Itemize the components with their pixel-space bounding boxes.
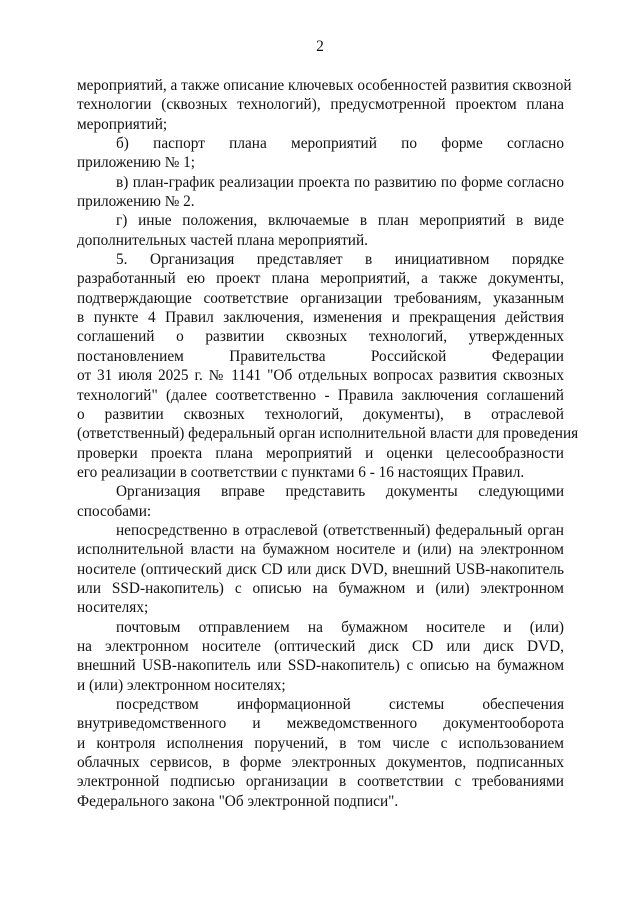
text-line: в) план-график реализации проекта по развитию по форме согласно	[116, 173, 564, 191]
text-line: и контроля исполнения поручений, в том числе с использованием	[77, 734, 564, 752]
text-line: от 31 июля 2025 г. № 1141 "Об отдельных вопросах развития сквозных	[77, 367, 564, 385]
text-line: 5. Организация представляет в инициативном порядке	[116, 251, 564, 269]
text-line: технологии (сквозных технологий), предусмотренной проектом плана	[77, 96, 564, 114]
text-line: мероприятий, а также описание ключевых особенностей развития сквозной	[77, 77, 572, 94]
text-line: (ответственный) федеральный орган исполнительной власти для проведения	[77, 425, 579, 443]
text-line: о развитии сквозных технологий, документы), в отраслевой	[77, 405, 564, 423]
text-line: почтовым отправлением на бумажном носителе и (или)	[116, 618, 564, 636]
text-line: носителе (оптический диск CD или диск DVD, внешний USB-накопитель	[77, 560, 564, 578]
text-line: непосредственно в отраслевой (ответственный) федеральный орган	[116, 521, 564, 539]
text-line: носителях;	[77, 599, 149, 617]
text-line: постановлением Правительства Российской Федерации	[77, 347, 564, 365]
text-line: подтверждающие соответствие организации требованиям, указанным	[77, 289, 564, 307]
text-line: электронной подписью организации в соответствии с требованиями	[77, 773, 564, 791]
text-line: в пункте 4 Правил заключения, изменения и прекращения действия	[77, 309, 564, 327]
text-line: внутриведомственного и межведомственного документооборота	[77, 715, 564, 733]
text-line: его реализации в соответствии с пунктами 6 - 16 настоящих Правил.	[77, 463, 525, 481]
text-line: на электронном носителе (оптический диск CD или диск DVD,	[77, 637, 564, 655]
text-line: внешний USB-накопитель или SSD-накопитель) с описью на бумажном	[77, 657, 564, 675]
page-number: 2	[316, 38, 324, 55]
text-line: приложению № 2.	[77, 193, 195, 211]
text-line: Федерального закона "Об электронной подписи".	[77, 792, 399, 810]
text-line: дополнительных частей плана мероприятий.	[77, 231, 368, 249]
text-line: Организация вправе представить документы следующими	[116, 483, 564, 501]
document-body	[77, 76, 579, 811]
text-line: разработанный ею проект плана мероприятий, а также документы,	[77, 270, 564, 288]
text-line: г) иные положения, включаемые в план мероприятий в виде	[116, 212, 564, 230]
text-line: облачных сервисов, в форме электронных документов, подписанных	[77, 754, 564, 772]
text-line: соглашений о развитии сквозных технологий, утвержденных	[77, 328, 564, 346]
text-line: б) паспорт плана мероприятий по форме согласно	[116, 135, 564, 153]
text-line: мероприятий;	[77, 115, 168, 133]
text-line: посредством информационной системы обеспечения	[116, 696, 564, 713]
text-line: способами:	[77, 502, 152, 520]
text-line: или SSD-накопитель) с описью на бумажном и (или) электронном	[77, 579, 564, 597]
text-line: и (или) электронном носителях;	[77, 676, 286, 694]
text-line: проверки проекта плана мероприятий и оценки целесообразности	[77, 444, 564, 462]
text-line: технологий" (далее соответственно - Правила заключения соглашений	[77, 386, 564, 404]
text-line: исполнительной власти на бумажном носителе и (или) на электронном	[77, 541, 564, 559]
text-line: приложению № 1;	[77, 154, 196, 172]
